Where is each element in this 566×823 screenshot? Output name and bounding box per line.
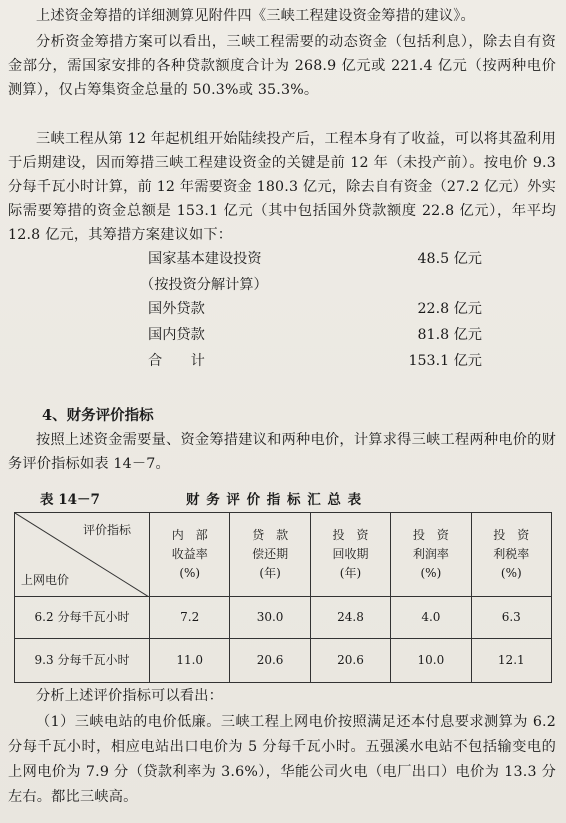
- table-cell: 7.2: [150, 597, 230, 639]
- analysis-lead: 分析上述评价指标可以看出：: [36, 688, 224, 704]
- paragraph-intro: 上述资金筹措的详细测算见附件四《三峡工程建设资金筹措的建议》。: [36, 8, 475, 24]
- row-label: 6.2 分每千瓦小时: [15, 597, 150, 639]
- table-cell: 4.0: [391, 597, 471, 639]
- section-intro: 按照上述资金需要量、资金筹措建议和两种电价，计算求得三峡工程两种电价的财务评价指标如表 14－7。: [8, 432, 556, 472]
- table-cell: 11.0: [150, 639, 230, 683]
- funding-label: 国内贷款: [148, 327, 205, 343]
- funding-total-label: 合 计: [148, 353, 205, 369]
- column-header: 贷 款 偿还期 (年): [230, 513, 310, 597]
- funding-total-value: 153.1 亿元: [408, 353, 482, 369]
- funding-value: 48.5 亿元: [417, 251, 482, 267]
- analysis-point-1: （1）三峡电站的电价低廉。三峡工程上网电价按照满足还本付息要求测算为 6.2 分每千瓦小时，相应电站出口电价为 5 分每千瓦小时。五强溪水电站不包括输变电的上网电价为 7.9 分（贷款利率为 3.6%），华能公司火电（电厂出口）电价为 13.3 分左右。都比三峡高。: [8, 714, 556, 805]
- financial-indicators-table: [14, 512, 552, 683]
- funding-label: 国外贷款: [148, 301, 205, 317]
- section-heading: 4、财务评价指标: [42, 407, 154, 424]
- paragraph-first-12-years: 三峡工程从第 12 年起机组开始陆续投产后，工程本身有了收益，可以将其盈利用于后期建设，因而筹措三峡工程建设资金的关键是前 12 年（未投产前）。按电价 9.3 分每千瓦小时计算，前 12 年需要资金 180.3 亿元，除去自有资金（27.2 亿元）外实际需要筹措的资金总额是 153.1 亿元（其中包括国外贷款额度 22.8 亿元），年平均 12.8 亿元，其筹措方案建议如下：: [8, 131, 556, 243]
- table-row: [15, 597, 552, 639]
- funding-value: 22.8 亿元: [417, 301, 482, 317]
- column-header: 内 部 收益率 (%): [150, 513, 230, 597]
- funding-label: （按投资分解计算）: [140, 277, 268, 293]
- table-cell: 6.3: [471, 597, 551, 639]
- column-header: 投 资 利税率 (%): [471, 513, 551, 597]
- column-header: 投 资 利润率 (%): [391, 513, 471, 597]
- table-row: [15, 639, 552, 683]
- table-cell: 20.6: [310, 639, 390, 683]
- table-cell: 10.0: [391, 639, 471, 683]
- table-cell: 30.0: [230, 597, 310, 639]
- table-header-row: [15, 513, 552, 597]
- table-number: 表 14－7: [40, 492, 100, 508]
- table-cell: 24.8: [310, 597, 390, 639]
- corner-label-price: 上网电价: [21, 573, 70, 587]
- corner-label-indicator: 评价指标: [83, 523, 132, 537]
- funding-label: 国家基本建设投资: [148, 251, 262, 267]
- paragraph-funding-analysis: 分析资金筹措方案可以看出，三峡工程需要的动态资金（包括利息），除去自有资金部分，需国家安排的各种贷款额度合计为 268.9 亿元或 221.4 亿元（按两种电价测算），仅占筹集资金总量的 50.3%或 35.3%。: [8, 34, 556, 98]
- column-header: 投 资 回收期 (年): [310, 513, 390, 597]
- table-title: 财 务 评 价 指 标 汇 总 表: [186, 492, 363, 508]
- funding-value: 81.8 亿元: [417, 327, 482, 343]
- row-label: 9.3 分每千瓦小时: [15, 639, 150, 683]
- table-cell: 20.6: [230, 639, 310, 683]
- table-cell: 12.1: [471, 639, 551, 683]
- table-corner-cell: [15, 513, 150, 597]
